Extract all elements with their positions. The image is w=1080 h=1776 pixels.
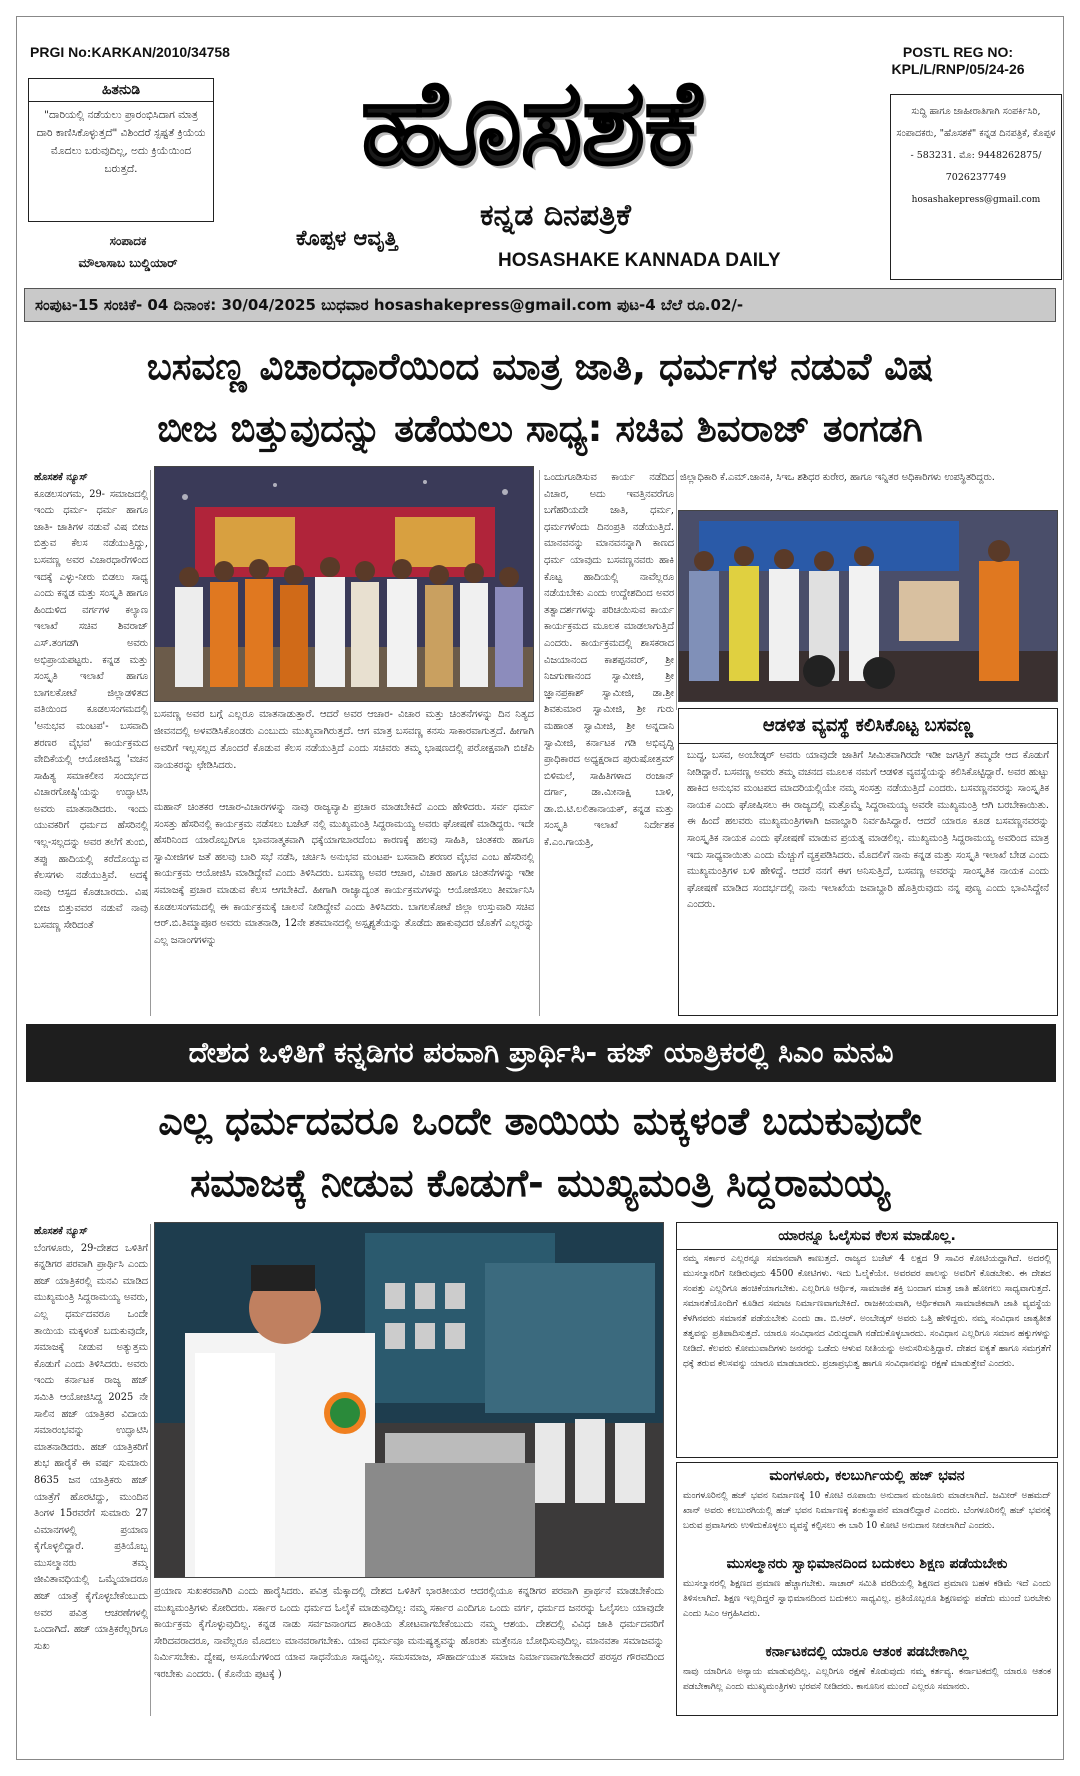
- story2-sidebar-box1: [676, 1222, 1058, 1458]
- editor-name: ಮೌಲಾಸಾಬ ಬುಲ್ಡಿಯಾರ್: [78, 256, 178, 270]
- story2-below-photo-text: ಪ್ರಯಾಣ ಸುಖಕರವಾಗಿರಿ ಎಂದು ಹಾರೈಸಿದರು. ಪವಿತ್ರ ಮೆಕ್ಕಾದಲ್ಲಿ ದೇಶದ ಒಳಿತಿಗೆ ಭಾರತೀಯರ ಆದರಲ್ಲಿಯೂ ಕನ್ನಡಿಗರ ಪರವಾಗಿ ಪ್ರಾರ್ಥನೆ ಮಾಡಬೇಕೆಂದು ಮುಖ್ಯಮಂತ್ರಿಗಳು ಕೋರಿದರು. ಸರ್ಕಾರ ಒಂದು ಧರ್ಮದ ಓಲೈಕೆ ಮಾಡುವುದಿಲ್ಲ: ನಮ್ಮ ಸರ್ಕಾರ ಎಂದಿಗೂ ಒಂದು ವರ್ಗ, ಧರ್ಮದ ಜನರನ್ನು ಓಲೈಸಲು ಯಾವುದೇ ಕಾರ್ಯಕ್ರಮ ಕೈಗೊಳ್ಳುವುದಿಲ್ಲ. ಕನ್ನಡ ನಾಡು ಸರ್ವಜನಾಂಗದ ಶಾಂತಿಯ ತೋಟವಾಗಬೇಕೆಂಬುದು ನಮ್ಮ ಆಶಯ. ದೇಶದಲ್ಲಿ ವಿವಿಧ ಜಾತಿ ಧರ್ಮದವರಿಗೆ ಸೇರಿದವರಾದರೂ, ನಾವೆಲ್ಲರೂ ಮೊದಲು ಮಾನವರಾಗಬೇಕು. ಯಾವ ಧರ್ಮವೂ ಮನುಷ್ಯತ್ವವನ್ನು ಹೊರತು ಮತ್ತೇನೂ ಬೋಧಿಸುವುದಿಲ್ಲ. ಮಾನವತಾ ಸಮಾಜವನ್ನು ನಿರ್ಮಿಸಬೇಕು. ದ್ವೇಷ, ಅಸೂಯೆಗಳಿಂದ ಯಾವ ಸಾಧನೆಯೂ ಸಾಧ್ಯವಿಲ್ಲ. ಸಮಸಮಾಜ, ಸೌಹಾರ್ದಯುತ ಸಮಾಜ ನಿರ್ಮಾಣವಾಗಬೇಕಾದರೆ ಪರಸ್ಪರ ಗೌರವದಿಂದ ಇರಬೇಕು ಎಂದರು. ( ಕೊನೆಯ ಪುಟಕ್ಕೆ ): [154, 1586, 664, 1680]
- column-divider: [150, 1224, 151, 1716]
- story1-below-photo-text: ಮಹಾನ್ ಚಿಂತಕರ ಆಚಾರ-ವಿಚಾರಗಳನ್ನು ನಾವು ರಾಜ್ಯವ್ಯಾಪಿ ಪ್ರಚಾರ ಮಾಡಬೇಕಿದೆ ಎಂದು ಹೇಳಿದರು. ಸರ್ವ ಧರ್ಮ ಸಂಸತ್ತು ಹೆಸರಿನಲ್ಲಿ ಕಾರ್ಯಕ್ರಮ ನಡೆಸಲು ಬಜೆಟ್ ನಲ್ಲಿ ಮುಖ್ಯಮಂತ್ರಿ ಸಿದ್ದರಾಮಯ್ಯ ಅವರು ಘೋಷಣೆ ಮಾಡಿದ್ದರು. ಇದೇ ಹೆಸರಿನಿಂದ ಯಾರೊಬ್ಬರಿಗೂ ಭಾವನಾತ್ಮಕವಾಗಿ ಧಕ್ಕೆಯಾಗಬಾರದೆಂಬ ಕಾರಣಕ್ಕೆ ಹಲವು ಸಾಹಿತಿ, ಚಿಂತಕರು ಹಾಗೂ ಸ್ವಾಮೀಜಿಗಳ ಜತೆ ಹಲವು ಬಾರಿ ಸಭೆ ನಡೆಸಿ, ಚರ್ಚಿಸಿ ಅನುಭವ ಮಂಟಪ- ಬಸವಾದಿ ಶರಣರ ವೈಭವ ಎಂಬ ಹೆಸರಿನಲ್ಲಿ ಕಾರ್ಯಕ್ರಮ ಆಯೋಜಿಸಿ ಮಾಡಿದ್ದೇವೆ ಎಂದು ತಿಳಿಸಿದರು. ಬಸವಣ್ಣ ಅವರ ಆಚಾರ, ವಿಚಾರ ಹಾಗೂ ಚಿಂತನೆಗಳನ್ನು ಇಡೀ ಸಮಾಜಕ್ಕೆ ಪ್ರಚಾರ ಮಾಡುವ ಕೆಲಸ ಆಗಬೇಕಿದೆ. ಹೀಗಾಗಿ ರಾಜ್ಯಾದ್ಯಂತ ಕಾರ್ಯಕ್ರಮಗಳನ್ನು ಆಯೋಜಿಸಲು ತೀರ್ಮಾನಿಸಿ ಕೂಡಲಸಂಗಮದಲ್ಲಿ ಈ ಕಾರ್ಯಕ್ರಮಕ್ಕೆ ಚಾಲನೆ ನೀಡಿದ್ದೇವೆ ಎಂದು ತಿಳಿಸಿದರು. ಬಾಗಲಕೋಟೆ ಜಿಲ್ಲಾ ಉಸ್ತುವಾರಿ ಸಚಿವ ಆರ್.ಬಿ.ತಿಮ್ಮಾಪೂರ ಅವರು ಮಾತನಾಡಿ, 12ನೇ ಶತಮಾನದಲ್ಲಿ ಅಸ್ಪೃಶ್ಯತೆಯನ್ನು ತೊಡೆದು ಹಾಕುವುದರ ಜೊತೆಗೆ ಎಲ್ಲರನ್ನು ಎಲ್ಲ ಜನಾಂಗಗಳನ್ನು: [154, 802, 534, 946]
- masthead-logo: ಹೊಸಶಕೆ: [360, 53, 700, 191]
- story1-column1: [34, 470, 148, 1014]
- story2-headline: [24, 1090, 1056, 1214]
- postal-label: POSTL REG NO:: [902, 44, 1014, 60]
- newspaper-tagline: ಕನ್ನಡ ದಿನಪತ್ರಿಕೆ: [480, 198, 631, 233]
- thought-box: [28, 78, 214, 222]
- story1-photo-ceremony: [154, 466, 534, 702]
- thought-title: ಹಿತನುಡಿ: [29, 79, 213, 102]
- story1-sidebar-box: [678, 708, 1058, 1016]
- story1-column4-top: ಜಿಲ್ಲಾಧಿಕಾರಿ ಕೆ.ಎಮ್.ಜಾನಕಿ, ಸಿಇಒ ಶಶಿಧರ ಕುರೇರ, ಹಾಗೂ ಇನ್ನಿತರ ಅಧಿಕಾರಿಗಳು ಉಪಸ್ಥಿತರಿದ್ದರು.: [680, 472, 995, 483]
- edition-label: ಕೊಪ್ಪಳ ಆವೃತ್ತಿ: [296, 226, 398, 250]
- ceremony-photo-image: [155, 467, 534, 702]
- contact-text: ಸುದ್ದಿ ಹಾಗೂ ಜಾಹೀರಾತಿಗಾಗಿ ಸಂಪರ್ಕಿಸಿರಿ, ಸಂಪಾದಕರು, "ಹೊಸಶಕೆ" ಕನ್ನಡ ದಿನಪತ್ರಿಕೆ, ಕೊಪ್ಪಳ - 583231. ಮೊ: 9448262875/ 7026237749: [896, 106, 1056, 183]
- story2-sidebar-sub1: ಯಾರನ್ನೂ ಓಲೈಸುವ ಕೆಲಸ ಮಾಡೊಲ್ಲ.: [677, 1223, 1057, 1250]
- story2-sidebar-text1: ನಮ್ಮ ಸರ್ಕಾರ ಎಲ್ಲರನ್ನೂ ಸಮಾನವಾಗಿ ಕಾಣುತ್ತದೆ. ರಾಜ್ಯದ ಬಜೆಟ್ 4 ಲಕ್ಷದ 9 ಸಾವಿರ ಕೋಟಿಯದ್ದಾಗಿದೆ. ಅದರಲ್ಲಿ ಮುಸಲ್ಮಾನರಿಗೆ ನೀಡಿರುವುದು 4500 ಕೋಟಿಗಳು. ಇದು ಓಲೈಕೆಯೇ. ಅವರವರ ಪಾಲನ್ನು ಅವರಿಗೆ ಕೊಡಬೇಕು. ಈ ದೇಶದ ಸಂಪತ್ತು ಎಲ್ಲರಿಗೂ ಹಂಚಿಕೆಯಾಗಬೇಕು. ಎಲ್ಲರಿಗೂ ಆರ್ಥಿಕ, ಸಾಮಾಜಿಕ ಶಕ್ತಿ ಬಂದಾಗ ಮಾತ್ರ ಜಾತಿ ಹೋಗಲು ಸಾಧ್ಯವಾಗುತ್ತದೆ. ಸಮಾನತೆಯೊಂದಿಗೆ ಕೂಡಿದ ಸಮಾಜ ನಿರ್ಮಾಣವಾಗಬೇಕಿದೆ. ರಾಜಕೀಯವಾಗಿ, ಆರ್ಥಿಕವಾಗಿ ಸಾಮಾಜಿಕವಾಗಿ ಜಾತಿ ವ್ಯವಸ್ಥೆಯ ಕೆಳಗಿನವರು ಸಮಾನತೆ ಪಡೆಯಬೇಕು ಎಂದು ಡಾ. ಬಿ.ಆರ್. ಅಂಬೇಡ್ಕರ್ ಅವರು ಒತ್ತಿ ಹೇಳಿದ್ದರು. ನಮ್ಮ ಸಂವಿಧಾನ ಜಾತ್ಯತೀತ ತತ್ವವನ್ನು ಪ್ರತಿಪಾದಿಸುತ್ತದೆ. ಯಾರೂ ಸಂವಿಧಾನದ ವಿರುದ್ಧವಾಗಿ ನಡೆದುಕೊಳ್ಳಬಾರದು. ಸಂವಿಧಾನ ಎಲ್ಲರಿಗೂ ಸಮಾನ ಹಕ್ಕುಗಳನ್ನು ನೀಡಿದೆ. ಕೆಲವರು ಕೋಮುವಾದಿಗಳು ಜನರನ್ನು ಒಡೆದು ಆಳುವ ನೀತಿಯನ್ನು ಅನುಸರಿಸುತ್ತಿದ್ದಾರೆ. ದೇಶದ ಐಕ್ಯತೆ ಹಾಗೂ ಸಮಗ್ರತೆಗೆ ಧಕ್ಕೆ ತರುವ ಕೆಲಸವನ್ನು ಯಾರೂ ಮಾಡಬಾರದು. ಪ್ರಜಾಪ್ರಭುತ್ವ ಹಾಗೂ ಸಂವಿಧಾನವನ್ನು ರಕ್ಷಣೆ ಮಾಡುತ್ತೇವೆ ಎಂದರು.: [683, 1254, 1051, 1369]
- story1-photo-caption: ಬಸವಣ್ಣ ಅವರ ಬಗ್ಗೆ ಎಲ್ಲರೂ ಮಾತನಾಡುತ್ತಾರೆ. ಆದರೆ ಅವರ ಆಚಾರ- ವಿಚಾರ ಮತ್ತು ಚಿಂತನೆಗಳನ್ನು ದಿನ ನಿತ್ಯದ ಜೀವನದಲ್ಲಿ ಅಳವಡಿಸಿಕೊಂಡರು ಎಂಬುದು ಮುಖ್ಯವಾಗಿರುತ್ತದೆ. ಆಗ ಮಾತ್ರ ಬಸವಣ್ಣ ಕನಸು ಸಾಕಾರವಾಗುತ್ತದೆ. ಹೀಗಾಗಿ ಅವರಿಗೆ ಇಲ್ಲಸಲ್ಲದ ತೊಂದರೆ ಕೊಡುವ ಕೆಲಸ ನಡೆಯುತ್ತಿದೆ ಎಂದು ಸಚಿವರು ತಮ್ಮ ಭಾಷಣದಲ್ಲಿ ಪರೋಕ್ಷವಾಗಿ ಬಿಜೆಪಿ ನಾಯಕರನ್ನು ಛೇಡಿಸಿದರು.: [154, 709, 534, 771]
- story2-sidebar-sub3: ಮುಸಲ್ಮಾನರು ಸ್ವಾಭಿಮಾನದಿಂದ ಬದುಕಲು ಶಿಕ್ಷಣ ಪಡೆಯಬೇಕು: [726, 1556, 1008, 1572]
- story1-column3: ಒಂದುಗೂಡಿಸುವ ಕಾರ್ಯ ನಡೆದಿದ ವಿಚಾರ, ಅದು ಇವತ್ತಿನವರೆಗೂ ಬಗೆಹರಿಯದೇ ಜಾತಿ, ಧರ್ಮ, ಧರ್ಮಗಳೆಂದು ದಿನಂಪ್ರತಿ ನಡೆಯುತ್ತಿದೆ. ಮಾನವನನ್ನು ಮಾನವನನ್ನಾಗಿ ಕಾಣದ ಧರ್ಮ ಯಾವುದು ಬಸವಣ್ಣನವರು ಹಾಕಿ ಕೊಟ್ಟ ಹಾದಿಯಲ್ಲಿ ನಾವೆಲ್ಲರೂ ನಡೆಯಬೇಕು ಎಂದು ಉದ್ದೇಶದಿಂದ ಅವರ ತತ್ವಾದರ್ಶಗಳನ್ನು ಪರಿಚಯಿಸುವ ಕಾರ್ಯ ಕಾರ್ಯಕ್ರಮದ ಮೂಲಕ ಮಾಡಲಾಗುತ್ತಿದೆ ಎಂದರು. ಕಾರ್ಯಕ್ರಮದಲ್ಲಿ ಶಾಸಕರಾದ ವಿಜಯಾನಂದ ಕಾಶಪ್ಪನವರ್, ಶ್ರೀ ನಿಜಗುಣಾನಂದ ಸ್ವಾಮೀಜಿ, ಶ್ರೀ ಜ್ಞಾನಪ್ರಕಾಶ್ ಸ್ವಾಮೀಜಿ, ಡಾ.ಶ್ರೀ ಶಿವಕುಮಾರ ಸ್ವಾಮೀಜಿ, ಶ್ರೀ ಗುರು ಮಹಾಂತ ಸ್ವಾಮೀಜಿ, ಶ್ರೀ ಅನ್ನದಾನಿ ಸ್ವಾಮೀಜಿ, ಕರ್ನಾಟಕ ಗಡಿ ಅಭಿವೃದ್ಧಿ ಪ್ರಾಧಿಕಾರದ ಅಧ್ಯಕ್ಷರಾದ ಪುರುಷೋತ್ತಮ್ ಬಿಳಿಮಲೆ, ಸಾಹಿತಿಗಳಾದ ರಂಜಾನ್ ದರ್ಗಾ, ಡಾ.ಮೀನಾಕ್ಷಿ ಬಾಳಿ, ಡಾ.ಬಿ.ಟಿ.ಲಲಿತಾನಾಯಕ್, ಕನ್ನಡ ಮತ್ತು ಸಂಸ್ಕೃತಿ ಇಲಾಖೆ ನಿರ್ದೇಶಕ ಕೆ.ಎಂ.ಗಾಯತ್ರಿ,: [544, 472, 674, 849]
- story2-sidebar-text4: ನಾವು ಯಾರಿಗೂ ಅನ್ಯಾಯ ಮಾಡುವುದಿಲ್ಲ. ಎಲ್ಲರಿಗೂ ರಕ್ಷಣೆ ಕೊಡುವುದು ನಮ್ಮ ಕರ್ತವ್ಯ. ಕರ್ನಾಟಕದಲ್ಲಿ ಯಾರೂ ಆತಂಕ ಪಡಬೇಕಾಗಿಲ್ಲ ಎಂದು ಮುಖ್ಯಮಂತ್ರಿಗಳು ಭರವಸೆ ನೀಡಿದರು. ಕಾನೂನಿನ ಮುಂದೆ ಎಲ್ಲರೂ ಸಮಾನರು.: [683, 1667, 1051, 1692]
- column-divider: [676, 470, 677, 710]
- story2-headline-line2: ಸಮಾಜಕ್ಕೆ ನೀಡುವ ಕೊಡುಗೆ- ಮುಖ್ಯಮಂತ್ರಿ ಸಿದ್ದರಾಮಯ್ಯ: [190, 1161, 890, 1205]
- story1-photo-lamp-lighting: [678, 510, 1058, 702]
- story2-sidebar-text2: ಮಂಗಳೂರಿನಲ್ಲಿ ಹಜ್ ಭವನ ನಿರ್ಮಾಣಕ್ಕೆ 10 ಕೋಟಿ ರೂಪಾಯಿ ಅನುದಾನ ಮಂಜೂರು ಮಾಡಲಾಗಿದೆ. ಜಮೀರ್ ಅಹಮದ್ ಖಾನ್ ಅವರು ಕಲಬುರಗಿಯಲ್ಲಿ ಹಜ್ ಭವನ ನಿರ್ಮಾಣಕ್ಕೆ ಶಂಕುಸ್ಥಾಪನೆ ಮಾಡಲಿದ್ದಾರೆ ಎಂದರು. ಬೆಂಗಳೂರಿನಲ್ಲಿ ಹಜ್ ಭವನಕ್ಕೆ ಬರುವ ಪ್ರವಾಸಿಗರು ಉಳಿದುಕೊಳ್ಳಲು ವ್ಯವಸ್ಥೆ ಕಲ್ಪಿಸಲು ಈ ಬಾರಿ 10 ಕೋಟಿ ಅನುದಾನ ನೀಡಲಾಗಿದೆ ಎಂದರು.: [683, 1491, 1051, 1531]
- thought-text: "ದಾರಿಯಲ್ಲಿ ನಡೆಯಲು ಪ್ರಾರಂಭಿಸಿದಾಗ ಮಾತ್ರ ದಾರಿ ಕಾಣಿಸಿಕೊಳ್ಳುತ್ತದೆ" ವಿಶಿಂದರೆ ಸ್ಪಷ್ಟತೆ ಕ್ರಿಯೆಯ ಮೊದಲು ಬರುವುದಿಲ್ಲ, ಅದು ಕ್ರಿಯೆಯಿಂದ ಬರುತ್ತದೆ.: [36, 109, 206, 175]
- story2-byline: ಹೊಸಶಕೆ ನ್ಯೂಸ್: [34, 1226, 88, 1237]
- story1-sidebar-text: ಬುದ್ಧ, ಬಸವ, ಅಂಬೇಡ್ಕರ್ ಅವರು ಯಾವುದೇ ಜಾತಿಗೆ ಸೀಮಿತವಾಗಿರದೇ ಇಡೀ ಜಗತ್ತಿಗೆ ತಮ್ಮದೇ ಆದ ಕೊಡುಗೆ ನೀಡಿದ್ದಾರೆ. ಬಸವಣ್ಣ ಅವರು ತಮ್ಮ ವಚನದ ಮೂಲಕ ನಮಗೆ ಆಡಳಿತ ವ್ಯವಸ್ಥೆಯನ್ನು ಕಲಿಸಿಕೊಟ್ಟಿದ್ದಾರೆ. ಅವರ ಹುಟ್ಟು ಹಾಕಿದ ಅನುಭವ ಮಂಟಪದ ಮಾದರಿಯಲ್ಲಿಯೇ ನಮ್ಮ ಸಂಸತ್ತು ನಡೆಯುತ್ತಿದೆ ಎಂದರು. ಬಸವಣ್ಣನವರನ್ನು ಸಾಂಸ್ಕೃತಿಕ ನಾಯಕ ಎಂದು ಘೋಷಿಸಲು ಈ ರಾಜ್ಯದಲ್ಲಿ ಮತ್ತೊಮ್ಮೆ ಸಿದ್ದರಾಮಯ್ಯ ಅವರೇ ಮುಖ್ಯಮಂತ್ರಿ ಆಗಿ ಬರಬೇಕಾಯಿತು. ಈ ಹಿಂದೆ ಹಲವರು ಮುಖ್ಯಮಂತ್ರಿಗಳಾಗಿ ಜವಾಬ್ದಾರಿ ನಿರ್ವಹಿಸಿದ್ದಾರೆ. ಆದರೆ ಯಾರೂ ಕೂಡ ಬಸವಣ್ಣನವರನ್ನು ಸಾಂಸ್ಕೃತಿಕ ನಾಯಕ ಎಂದು ಘೋಷಣೆ ಮಾಡುವ ಪ್ರಯತ್ನ ಮಾಡಲಿಲ್ಲ. ಮುಖ್ಯಮಂತ್ರಿ ಸಿದ್ದರಾಮಯ್ಯ ಅವರಿಂದ ಮಾತ್ರ ಇದು ಸಾಧ್ಯವಾಯಿತು ಎಂದು ಮೆಚ್ಚುಗೆ ವ್ಯಕ್ತಪಡಿಸಿದರು. ಮೊದಲಿಗೆ ನಾನು ಕನ್ನಡ ಮತ್ತು ಸಂಸ್ಕೃತಿ ಇಲಾಖೆ ಬೇಡ ಎಂದು ಮುಖ್ಯಮಂತ್ರಿಗಳ ಬಳಿ ಹೇಳಿದ್ದೆ. ಆದರೆ ನನಗೆ ಈಗ ಅನಿಸುತ್ತಿದೆ, ಬಸವಣ್ಣ ಅವರನ್ನು ಸಾಂಸ್ಕೃತಿಕ ನಾಯಕ ಎಂದು ಘೋಷಣೆ ಮಾಡಿದ ಸಂದರ್ಭದಲ್ಲಿ ನಾನು ಇಲಾಖೆಯ ಜವಾಬ್ದಾರಿ ಹೊತ್ತಿರುವುದು ನನ್ನ ಪುಣ್ಯ ಎಂದು ಭಾವಿಸಿದ್ದೇನೆ ಎಂದರು.: [687, 750, 1049, 911]
- contact-box: [890, 94, 1062, 280]
- story2-photo-cm-speech: [154, 1222, 664, 1578]
- story1-sidebar-title: ಆಡಳಿತ ವ್ಯವಸ್ಥೆ ಕಲಿಸಿಕೊಟ್ಟ ಬಸವಣ್ಣ: [679, 709, 1057, 744]
- story1-byline: ಹೊಸಶಕೆ ನ್ಯೂಸ್: [34, 472, 88, 483]
- story2-sidebar-sub2: ಮಂಗಳೂರು, ಕಲಬುರ್ಗಿಯಲ್ಲಿ ಹಜ್ ಭವನ: [769, 1468, 965, 1484]
- editor-label: ಸಂಪಾದಕ: [109, 234, 147, 248]
- story2-column1: [34, 1224, 148, 1714]
- column-divider: [150, 470, 151, 1016]
- column-divider: [539, 470, 540, 1016]
- issue-info-bar: ಸಂಪುಟ-15 ಸಂಚಿಕೆ- 04 ದಿನಾಂಕ: 30/04/2025 ಬುಧವಾರ hosashakepress@gmail.com ಪುಟ-4 ಬೆಲೆ ರೂ.02/-: [24, 288, 1056, 322]
- english-title: HOSASHAKE KANNADA DAILY: [498, 250, 781, 271]
- story2-sidebar-box2: [676, 1462, 1058, 1716]
- cm-speech-photo-image: [155, 1223, 664, 1578]
- postal-number: KPL/L/RNP/05/24-26: [891, 61, 1025, 77]
- story1-column1-text: ಕೂಡಲಸಂಗಮ, 29- ಸಮಾಜದಲ್ಲಿ ಇಂದು ಧರ್ಮ- ಧರ್ಮ ಹಾಗೂ ಜಾತಿ- ಜಾತಿಗಳ ನಡುವೆ ವಿಷ ಬೀಜ ಬಿತ್ತುವ ಕೆಲಸ ನಡೆಯುತ್ತಿದ್ದು, ಬಸವಣ್ಣ ಅವರ ವಿಚಾರಧಾರೆಗಳಿಂದ ಇದಕ್ಕೆ ಎಳ್ಳು-ನೀರು ಬಿಡಲು ಸಾಧ್ಯ ಎಂದು ಕನ್ನಡ ಮತ್ತು ಸಂಸ್ಕೃತಿ ಹಾಗೂ ಹಿಂದುಳಿದ ವರ್ಗಗಳ ಕಲ್ಯಾಣ ಇಲಾಖೆ ಸಚಿವ ಶಿವರಾಜ್ ಎಸ್.ತಂಗಡಗಿ ಅವರು ಅಭಿಪ್ರಾಯಪಟ್ಟರು. ಕನ್ನಡ ಮತ್ತು ಸಂಸ್ಕೃತಿ ಇಲಾಖೆ ಹಾಗೂ ಬಾಗಲಕೋಟೆ ಜಿಲ್ಲಾಡಳಿತದ ವತಿಯಿಂದ ಕೂಡಲಸಂಗಮದಲ್ಲಿ 'ಅನುಭವ ಮಂಟಪ'- ಬಸವಾದಿ ಶರಣರ ವೈಭವ' ಕಾರ್ಯಕ್ರಮದ ವೇದಿಕೆಯಲ್ಲಿ ಆಯೋಜಿಸಿದ್ದ 'ವಚನ ಸಾಹಿತ್ಯ ಸಮಾಕಲೀನ ಸಂದರ್ಭದ ವಿಚಾರಗೋಷ್ಠಿ'ಯನ್ನು ಉದ್ಘಾಟಿಸಿ ಅವರು ಮಾತನಾಡಿದರು. ಇಂದು ಯುವಕರಿಗೆ ಧರ್ಮದ ಹೆಸರಿನಲ್ಲಿ ಇಲ್ಲ-ಸಲ್ಲದನ್ನು ಅವರ ತಲೆಗೆ ತುಂಬಿ, ತಪ್ಪು ಹಾದಿಯಲ್ಲಿ ಕರೆದೊಯ್ಯುವ ಕೆಲಸಗಳು ನಡೆಯುತ್ತಿವೆ. ಅದಕ್ಕೆ ನಾವು ಆಸ್ಪದ ಕೊಡಬಾರದು. ವಿಷ ಬೀಜ ಬಿತ್ತುವವರ ನಡುವೆ ನಾವು ಬಸವಣ್ಣ ಸೇರಿದಂತೆ: [34, 488, 148, 932]
- story1-headline-line1: ಬಸವಣ್ಣ ವಿಚಾರಧಾರೆಯಿಂದ ಮಾತ್ರ ಜಾತಿ, ಧರ್ಮಗಳ ನಡುವೆ ವಿಷ: [146, 345, 934, 388]
- story2-sidebar-sub4: ಕರ್ನಾಟಕದಲ್ಲಿ ಯಾರೂ ಆತಂಕ ಪಡಬೇಕಾಗಿಲ್ಲ: [765, 1644, 969, 1660]
- story2-headline-line1: ಎಲ್ಲ ಧರ್ಮದವರೂ ಒಂದೇ ತಾಯಿಯ ಮಕ್ಕಳಂತೆ ಬದುಕುವುದೇ: [158, 1099, 922, 1143]
- editor-block: [28, 230, 228, 274]
- contact-email: hosashakepress@gmail.com: [911, 195, 1041, 205]
- hajj-banner-headline: ದೇಶದ ಒಳಿತಿಗೆ ಕನ್ನಡಿಗರ ಪರವಾಗಿ ಪ್ರಾರ್ಥಿಸಿ- ಹಜ್ ಯಾತ್ರಿಕರಲ್ಲಿ ಸಿಎಂ ಮನವಿ: [26, 1024, 1056, 1082]
- story1-headline: [24, 336, 1056, 460]
- story1-headline-line2: ಬೀಜ ಬಿತ್ತುವುದನ್ನು ತಡೆಯಲು ಸಾಧ್ಯ: ಸಚಿವ ಶಿವರಾಜ್ ತಂಗಡಗಿ: [157, 407, 923, 450]
- story2-column1-text: ಬೆಂಗಳೂರು, 29-ದೇಶದ ಒಳಿತಿಗೆ ಕನ್ನಡಿಗರ ಪರವಾಗಿ ಪ್ರಾರ್ಥಿಸಿ ಎಂದು ಹಜ್ ಯಾತ್ರಿಕರಲ್ಲಿ ಮನವಿ ಮಾಡಿದ ಮುಖ್ಯಮಂತ್ರಿ ಸಿದ್ದರಾಮಯ್ಯ ಅವರು, ಎಲ್ಲ ಧರ್ಮದವರೂ ಒಂದೇ ತಾಯಿಯ ಮಕ್ಕಳಂತೆ ಬದುಕುವುದೇ, ಸಮಾಜಕ್ಕೆ ನೀಡುವ ಅತ್ಯುತ್ತಮ ಕೊಡುಗೆ ಎಂದು ತಿಳಿಸಿದರು. ಅವರು ಇಂದು ಕರ್ನಾಟಕ ರಾಜ್ಯ ಹಜ್ ಸಮಿತಿ ಆಯೋಜಿಸಿದ್ದ 2025 ನೇ ಸಾಲಿನ ಹಜ್ ಯಾತ್ರಿಕರ ವಿದಾಯ ಸಮಾರಂಭವನ್ನು ಉದ್ಘಾಟಿಸಿ ಮಾತನಾಡಿದರು. ಹಜ್ ಯಾತ್ರಿಕರಿಗೆ ಶುಭ ಹಾರೈಕೆ ಈ ವರ್ಷ ಸುಮಾರು 8635 ಜನ ಯಾತ್ರಿಕರು ಹಜ್ ಯಾತ್ರೆಗೆ ಹೊರಟಿದ್ದು, ಮುಂದಿನ ತಿಂಗಳ 15ರವರೆಗೆ ಸುಮಾರು 27 ವಿಮಾನಗಳಲ್ಲಿ ಪ್ರಯಾಣ ಕೈಗೊಳ್ಳಲಿದ್ದಾರೆ. ಪ್ರತಿಯೊಬ್ಬ ಮುಸಲ್ಮಾನರು ತಮ್ಮ ಜೀವಿತಾವಧಿಯಲ್ಲಿ ಒಮ್ಮೆಯಾದರೂ ಹಜ್ ಯಾತ್ರೆ ಕೈಗೊಳ್ಳಬೇಕೆಂಬುದು ಅವರ ಪವಿತ್ರ ಆಚರಣೆಗಳಲ್ಲಿ ಒಂದಾಗಿದೆ. ಹಜ್ ಯಾತ್ರಿಕರೆಲ್ಲರಿಗೂ ಸುಖ: [34, 1242, 148, 1652]
- prgi-number: PRGI No:KARKAN/2010/34758: [30, 44, 230, 60]
- lamp-lighting-photo-image: [679, 511, 1058, 702]
- story2-sidebar-text3: ಮುಸಲ್ಮಾನರಲ್ಲಿ ಶಿಕ್ಷಣದ ಪ್ರಮಾಣ ಹೆಚ್ಚಾಗಬೇಕು. ಸಾಚಾರ್ ಸಮಿತಿ ವರದಿಯಲ್ಲಿ ಶಿಕ್ಷಣದ ಪ್ರಮಾಣ ಬಹಳ ಕಡಿಮೆ ಇದೆ ಎಂದು ತಿಳಿಸಲಾಗಿದೆ. ಶಿಕ್ಷಣ ಇಲ್ಲದಿದ್ದರೆ ಸ್ವಾಭಿಮಾನದಿಂದ ಬದುಕಲು ಸಾಧ್ಯವಿಲ್ಲ. ಪ್ರತಿಯೊಬ್ಬರೂ ಶಿಕ್ಷಣವನ್ನು ಪಡೆದು ಮುಂದೆ ಬರಬೇಕು ಎಂದು ಸಿಎಂ ಆಗ್ರಹಿಸಿದರು.: [683, 1579, 1051, 1619]
- postal-registration: [868, 44, 1048, 78]
